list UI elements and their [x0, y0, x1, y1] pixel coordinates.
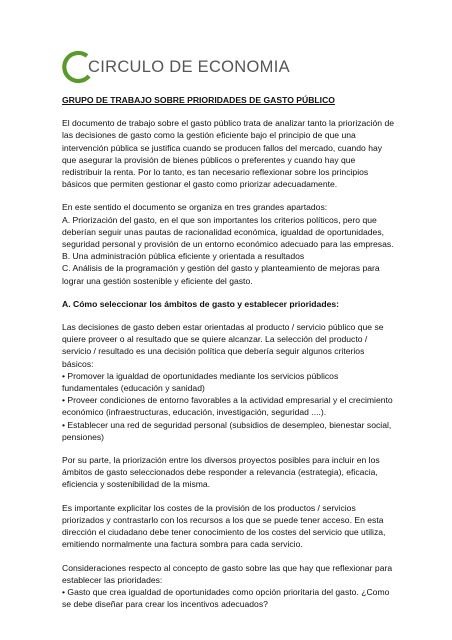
section-a-criteria [62, 321, 396, 443]
intro-paragraph: El documento de trabajo sobre el gasto público trata de analizar tanto la priorización de las decisiones de gasto como la gestión eficiente bajo el principio de que una intervención pública se justifica cuando se producen fallos del mercado, cuando hay que asegurar la provisión de bienes públicos o preferentes y cuando hay que redistribuir la renta. Por lo tanto, es tan necesario reflexionar sobre los principios básicos que permiten gestionar el gasto como priorizar adecuadamente. [62, 118, 395, 190]
document-title: GRUPO DE TRABAJO SOBRE PRIORIDADES DE GASTO PÚBLICO [62, 95, 335, 105]
structure-item-c: C. Análisis de la programación y gestión del gasto y planteamiento de mejoras para lograr una gestión sostenible y eficiente del gasto. [62, 263, 380, 286]
structure-block [62, 201, 396, 286]
criteria-bullet: • Establecer una red de seguridad personal (subsidios de desempleo, bienestar social, pensiones) [62, 419, 392, 442]
structure-lead: En este sentido el documento se organiza en tres grandes apartados: [62, 202, 328, 213]
criteria-bullet: • Proveer condiciones de entorno favorables a la actividad empresarial y el crecimiento económico (infraestructuras, educación, investigación, seguridad ....). [62, 395, 393, 418]
considerations-bullet: • Gasto que crea igualdad de oportunidades como opción prioritaria del gasto. ¿Como se debe diseñar para crear los incentivos adecuados? [62, 586, 390, 610]
section-a-lead: Las decisiones de gasto deben estar orientadas al producto / servicio público que se quiere proveer o al resultado que se quiere alcanzar. La selección del producto / servicio / resultado es una decisión política que debería seguir algunos criterios básicos: [62, 322, 384, 369]
criteria-bullet: • Promover la igualdad de oportunidades mediante los servicios públicos fundamentales (educación y sanidad) [62, 370, 339, 394]
section-a-heading: A. Cómo seleccionar los ámbitos de gasto y establecer prioridades: [62, 298, 339, 309]
structure-item-b: B. Una administración pública eficiente y orientada a resultados [62, 251, 305, 262]
prioritization-paragraph: Por su parte, la priorización entre los diversos proyectos posibles para incluir en los ámbitos de gasto seleccionados debe responder a relevancia (estrategia), eficacia, eficiencia y sostenibilidad de la misma. [62, 455, 380, 490]
circulo-de-economia-logo [61, 49, 311, 85]
considerations-block [62, 562, 396, 611]
logo-text: CIRCULO DE ECONOMIA [88, 58, 290, 76]
document-body [62, 94, 396, 610]
costs-paragraph: Es importante explicitar los costes de la provisión de los productos / servicios priorizados y contrastarlo con los recursos a los que se puede tener acceso. En esta dirección el ciudadano debe tener conocimiento de los costes del servicio que utiliza, emitiendo normalmente una factura sombra para cada servicio. [62, 502, 386, 550]
structure-item-a: A. Priorización del gasto, en el que son importantes los criterios políticos, pero que deberían seguir unas pautas de racionalidad económica, igualdad de oportunidades, seguridad personal y provisión de un entorno económico adecuado para las empresas. [62, 214, 394, 250]
considerations-lead: Consideraciones respecto al concepto de gasto sobre las que hay que reflexionar para establecer las prioridades: [62, 562, 393, 585]
